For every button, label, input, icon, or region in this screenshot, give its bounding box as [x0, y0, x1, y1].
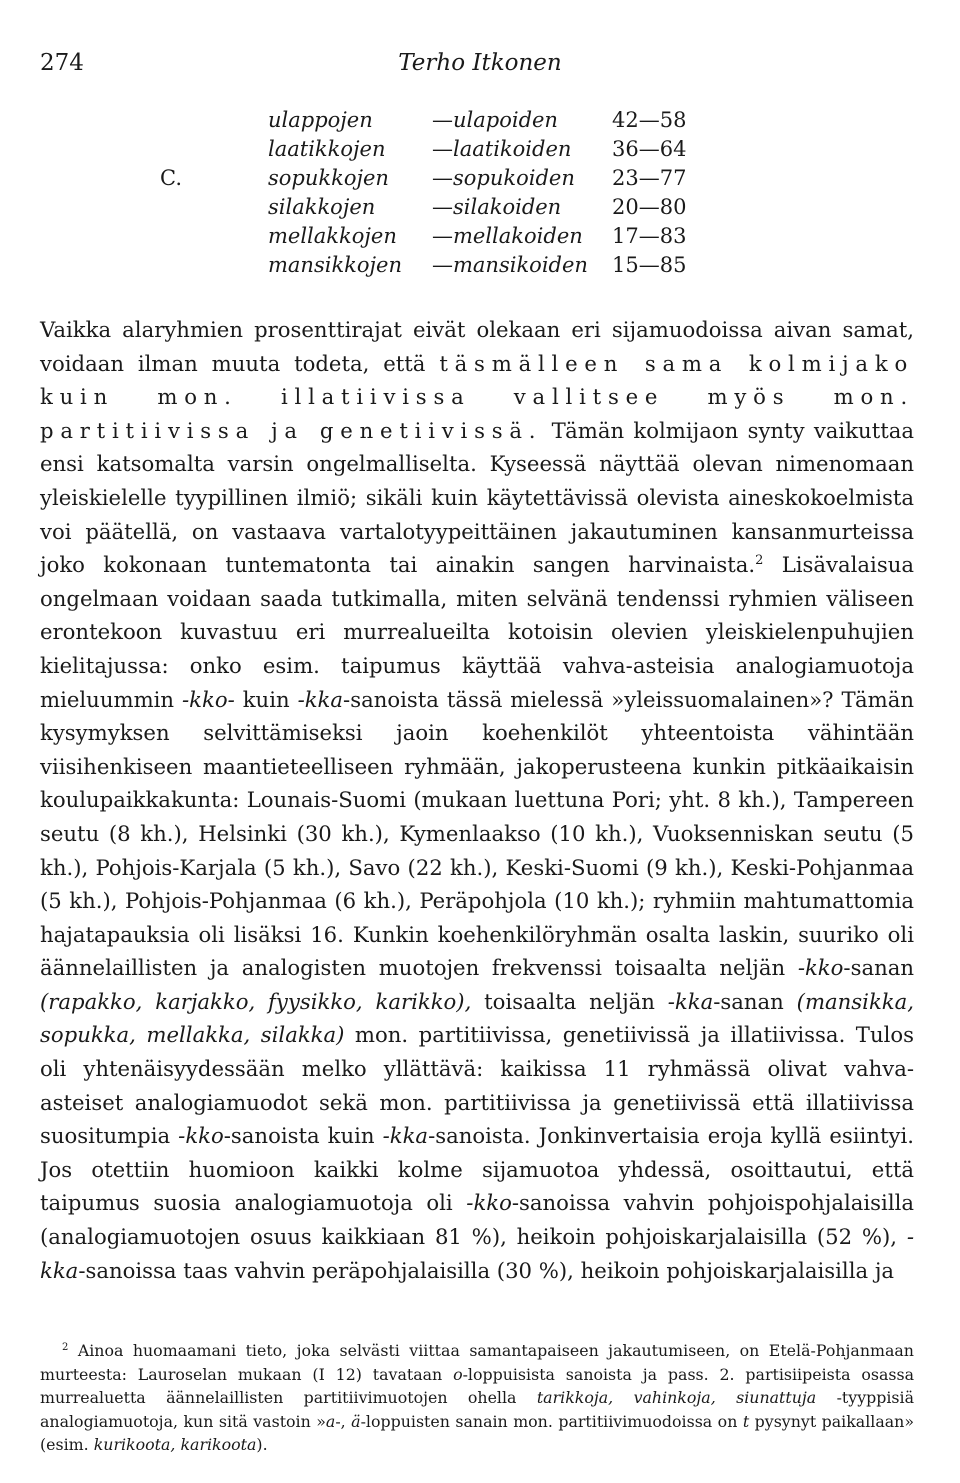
text-run: -tyyppisiä analogiamuotoja, kun sitä vastoin » — [40, 1388, 914, 1431]
italic-run: o — [453, 1364, 463, 1384]
italic-run: -kko — [466, 1190, 512, 1216]
italic-run: t — [742, 1411, 750, 1431]
italic-run: tarikkoja, vahinkoja, siunattuja — [536, 1388, 817, 1407]
table-row — [40, 195, 740, 224]
text-run: pysynyt paikallaan» (esim. — [40, 1411, 914, 1454]
text-run: -sanoista tässä mielessä »yleissuomalainen»? Tämän kysymyksen selvittämiseksi jaoin koehenkilöt yhteentoista vähintään viisihenkiseen maantieteelliseen ryhmään, jakoperusteena kunkin pitkäaikaisin koulupaikkakunta: Lounais-Suomi (mukaan luettuna Pori; yht. 8 kh.), Tampereen seutu (8 kh.), Helsinki (30 kh.), Kymenlaakso (10 kh.), Vuoksenniskan seutu (5 kh.), Pohjois-Karjala (5 kh.), Savo (22 kh.), Keski-Suomi (9 kh.), Keski-Pohjanmaa (5 kh.), Pohjois-Pohjanmaa (6 kh.), Peräpohjola (10 kh.); ryhmiin mahtumattomia hajatapauksia oli lisäksi 16. Kunkin koehenkilöryhmän osalta laskin, suuriko oli äännelaillisten ja analogisten muotojen frekvenssi toisaalta neljän — [40, 686, 914, 981]
text-run: Ainoa huomaamani tieto, joka selvästi viittaa samantapaiseen jakautumiseen, on Etelä-Pohjanmaan murteesta: Lauroselan mukaan (I 12) tavataan — [40, 1341, 914, 1384]
text-run: Lisävalaisua ongelmaan voidaan saada tutkimalla, miten selvänä tendenssi ryhmien väliseen erontekoon kuvastuu eri murrealueilta kotoisin olevien yleiskielenpuhujien kielitajussa: onko esim. taipumus käyttää vahva-asteisia analogiamuotoja mieluummin — [40, 552, 914, 712]
paragraph — [40, 313, 914, 1287]
dash: — — [432, 108, 453, 132]
page-number: 274 — [40, 50, 84, 76]
word-form-koi: laatikoiden — [453, 137, 572, 161]
percent-range: 15—85 — [612, 253, 687, 277]
running-head: Terho Itkonen — [398, 50, 562, 76]
dash: — — [432, 137, 453, 161]
italic-run: -kko — [797, 955, 844, 981]
text-run: -sanoista. Jonkinvertaisia eroja kyllä esiintyi. Jos otettiin huomioon kaikki kolme sijamuotoa yhdessä, osoittautui, että taipumus suosia analogiamuotoja oli — [40, 1123, 914, 1216]
italic-run: -kko- — [182, 686, 235, 712]
word-form-kko: mansikkojen — [268, 253, 403, 277]
percent-range: 36—64 — [612, 137, 687, 161]
text-run: mon. partitiivissa, genetiivissä ja illatiivissa. Tulos oli yhtenäisyydessään melko yllättävä: kaikissa 11 ryhmässä olivat vahva-asteiset analogiamuodot sekä mon. partitiivissa ja genetiivissä että illatiivissa suositumpia — [40, 1022, 914, 1149]
italic-run: a — [325, 1411, 336, 1431]
percent-range: 23—77 — [612, 166, 687, 190]
dash: — — [432, 195, 453, 219]
word-form-kko: sopukkojen — [268, 166, 389, 190]
italic-run: -kka — [297, 686, 344, 712]
text-run: toisaalta neljän — [471, 988, 668, 1014]
dash: — — [432, 224, 453, 248]
table-row — [40, 166, 740, 195]
text-run: -sanoissa taas vahvin peräpohjalaisilla (30 %), heikoin pohjoiskarjalaisilla ja — [78, 1257, 895, 1283]
word-form-koi: sopukoiden — [453, 166, 575, 190]
text-run: kuin — [234, 686, 298, 712]
word-form-koi: ulapoiden — [453, 108, 558, 132]
word-form-koi: mellakoiden — [453, 224, 583, 248]
page-header — [40, 50, 920, 86]
italic-run: -kka — [667, 988, 714, 1014]
word-form-kko: mellakkojen — [268, 224, 397, 248]
percent-range: 17—83 — [612, 224, 687, 248]
text-run: -, — [335, 1411, 352, 1431]
footnote-text — [40, 1339, 914, 1457]
text-run: -sanan — [843, 955, 914, 981]
italic-run: -kka — [40, 1224, 914, 1283]
text-run: ). — [256, 1435, 268, 1454]
footnote — [40, 1339, 914, 1457]
group-label: C. — [160, 166, 182, 190]
italic-run: ä — [351, 1411, 361, 1431]
text-run: -sanan — [713, 988, 797, 1014]
text-run: Tämän kolmijaon synty vaikuttaa ensi katsomalta varsin ongelmalliselta. Kyseessä näyttää olevan nimenomaan yleiskielelle tyypillinen ilmiö; sikäli kuin käytettävissä olevista aineskokoelmista voi päätellä, on vastaava vartalotyypeittäinen jakautuminen kansanmurteissa joko kokonaan tuntematonta tai ainakin sangen harvinaista. — [40, 417, 914, 578]
table-row — [40, 253, 740, 282]
text-run: -sanoissa vahvin pohjoispohjalaisilla (analogiamuotojen osuus kaikkiaan 81 %), heikoin pohjoiskarjalaisilla (52 %), — [40, 1190, 915, 1250]
percent-range: 20—80 — [612, 195, 687, 219]
text-run: -sanoista kuin — [223, 1123, 383, 1149]
text-run: Vaikka alaryhmien prosenttirajat eivät olekaan eri sijamuodoissa aivan samat, voidaan ilman muuta todeta, että — [40, 317, 914, 376]
table-row — [40, 108, 740, 137]
body-text — [40, 313, 914, 1287]
spaced-emphasis: täsmälleen sama kolmijako kuin mon. illatiivissa vallitsee myös mon. partitiivissa ja genetiivissä. — [40, 350, 914, 443]
italic-run: kurikoota, karikoota — [93, 1435, 257, 1454]
text-run: -loppuisista sanoista ja pass. 2. partisiipeista osassa murrealuetta äännelaillisten partitiivimuotojen ohella — [40, 1364, 914, 1407]
dash: — — [432, 253, 453, 277]
table-row — [40, 137, 740, 166]
word-form-koi: silakoiden — [453, 195, 562, 219]
table-row — [40, 224, 740, 253]
word-form-kko: ulappojen — [268, 108, 373, 132]
percent-range: 42—58 — [612, 108, 687, 132]
footnote-mark: 2 — [62, 1342, 69, 1353]
italic-run: -kka — [382, 1123, 429, 1149]
word-frequency-table — [40, 108, 740, 282]
word-form-koi: mansikoiden — [453, 253, 588, 277]
word-form-kko: silakkojen — [268, 195, 376, 219]
italic-run: (rapakko, karjakko, fyysikko, karikko), — [40, 988, 472, 1014]
italic-run: -kko — [178, 1123, 224, 1149]
footnote-ref[interactable]: 2 — [755, 553, 764, 569]
text-run: -loppuisten sanain mon. partitiivimuodoissa on — [360, 1411, 743, 1431]
word-form-kko: laatikkojen — [268, 137, 386, 161]
italic-run: (mansikka, sopukka, mellakka, silakka) — [40, 988, 914, 1048]
dash: — — [432, 166, 453, 190]
